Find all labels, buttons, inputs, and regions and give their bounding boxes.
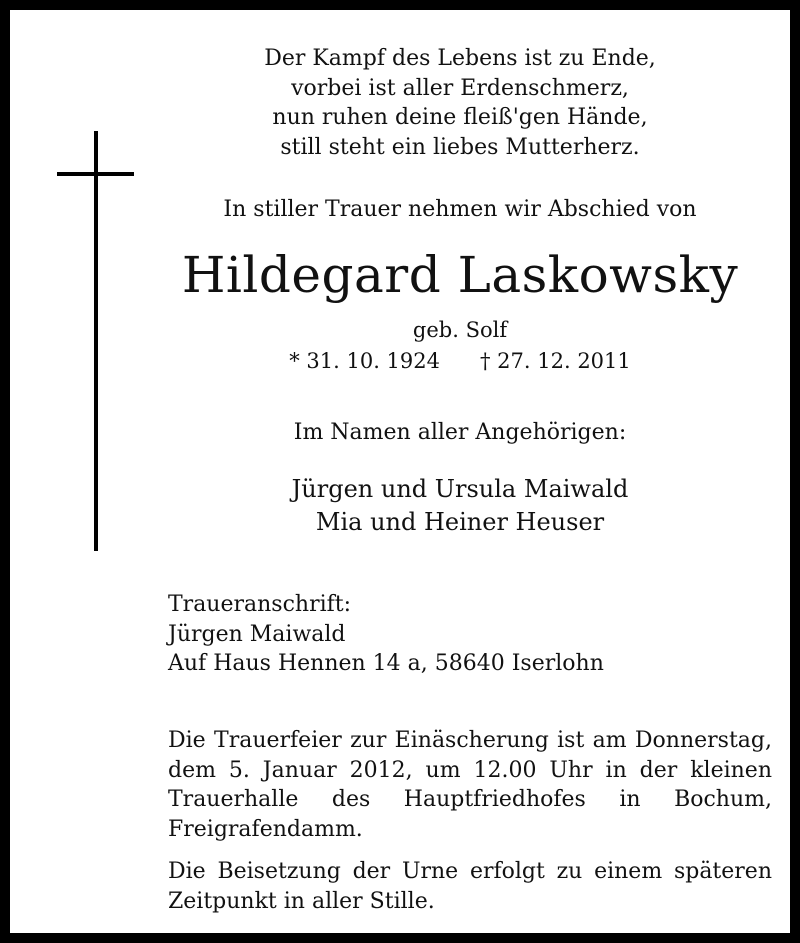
mourning-address: [168, 590, 604, 679]
life-dates: [140, 347, 780, 375]
ceremony-paragraph: Die Trauerfeier zur Einäscherung ist am Donnerstag, dem 5. Januar 2012, um 12.00 Uhr in der kleinen Trauerhalle des Hauptfriedhofes in Bochum, Freigrafendamm.: [168, 728, 772, 842]
birth-date: * 31. 10. 1924: [289, 349, 440, 373]
poem-line: Der Kampf des Lebens ist zu Ende,: [264, 46, 656, 71]
birth-name: geb. Solf: [412, 318, 508, 342]
poem-line: still steht ein liebes Mutterherz.: [280, 134, 640, 160]
cross-vertical-bar: [94, 131, 98, 551]
poem-line: vorbei ist aller Erdenschmerz,: [291, 75, 629, 101]
relative-name: Jürgen und Ursula Maiwald: [291, 475, 629, 503]
memorial-poem: [140, 44, 780, 162]
address-label: Traueranschrift:: [168, 592, 352, 617]
address-name: Jürgen Maiwald: [168, 621, 346, 647]
farewell-intro: In stiller Trauer nehmen wir Abschied von: [223, 197, 697, 222]
death-date: † 27. 12. 2011: [480, 349, 631, 373]
address-street: Auf Haus Hennen 14 a, 58640 Iserlohn: [168, 651, 604, 676]
relatives-intro: Im Namen aller Angehörigen:: [293, 420, 627, 445]
poem-line: nun ruhen deine fleiß'gen Hände,: [272, 105, 648, 130]
cross-horizontal-bar: [57, 172, 134, 176]
deceased-name: Hildegard Laskowsky: [181, 246, 739, 304]
burial-paragraph: Die Beisetzung der Urne erfolgt zu einem späteren Zeitpunkt in aller Stille.: [168, 859, 772, 914]
relatives-list: [140, 473, 780, 539]
relative-name: Mia und Heiner Heuser: [315, 508, 605, 536]
